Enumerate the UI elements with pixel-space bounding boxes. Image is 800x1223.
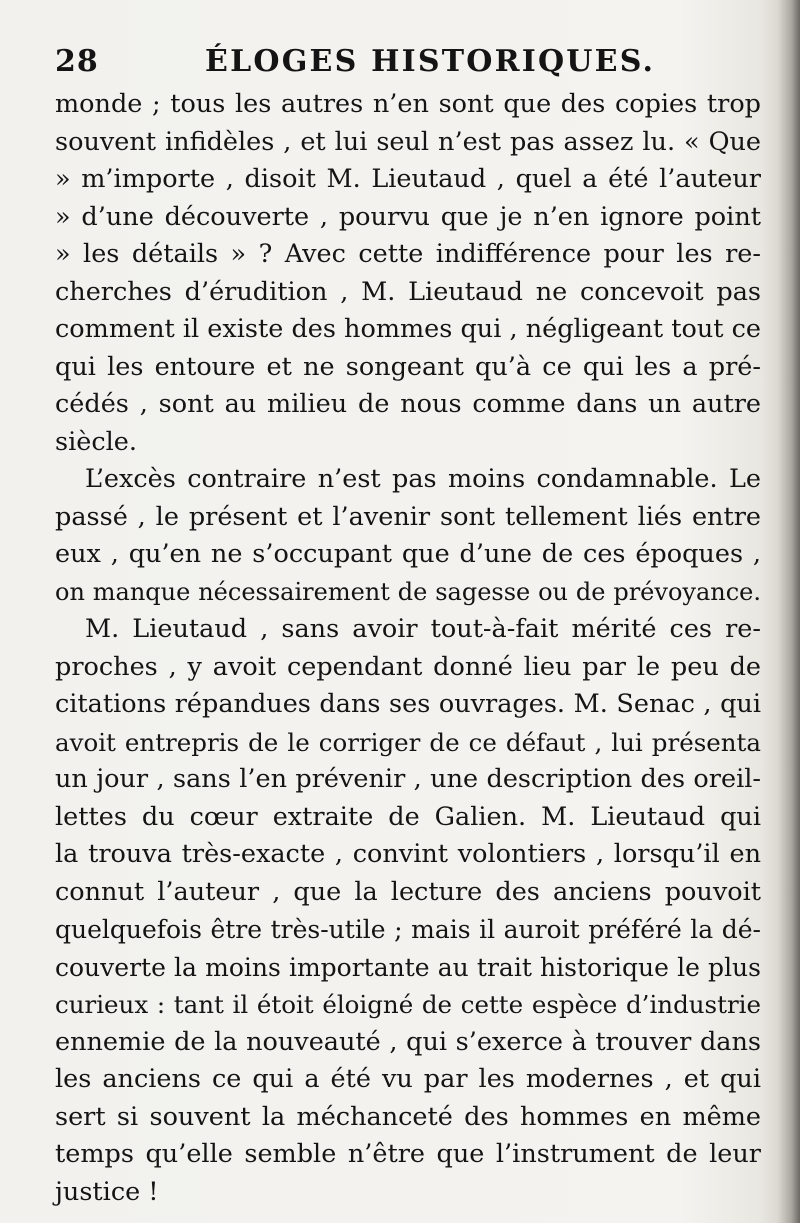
- text-line: les anciens ce qui a été vu par les modernes , et qui: [55, 1064, 761, 1094]
- text-line: un jour , sans l’en prévenir , une description des oreil-: [55, 764, 761, 794]
- text-line: cherches d’érudition , M. Lieutaud ne concevoit pas: [55, 276, 761, 307]
- paragraph: [55, 86, 761, 461]
- text-line: M. Lieutaud , sans avoir tout-à-fait mérité ces re-: [85, 614, 761, 644]
- text-line: curieux : tant il étoit éloigné de cette espèce d’industrie: [55, 990, 761, 1019]
- text-line: comment il existe des hommes qui , négligeant tout ce: [55, 314, 761, 344]
- text-line: cédés , sont au milieu de nous comme dans un autre: [55, 389, 761, 419]
- page-number: 28: [55, 44, 99, 79]
- text-line: on manque nécessairement de sagesse ou de prévoyance.: [55, 577, 761, 606]
- text-line: connut l’auteur , que la lecture des anciens pouvoit: [55, 876, 761, 907]
- text-line: quelquefois être très-utile ; mais il auroit préféré la dé-: [55, 915, 761, 944]
- paragraph: [55, 461, 761, 611]
- text-line: » m’importe , disoit M. Lieutaud , quel a été l’auteur: [55, 164, 761, 194]
- page-header: [55, 40, 761, 86]
- text-line: » les détails » ? Avec cette indifférence pour les re-: [55, 239, 761, 269]
- body-text: [55, 86, 761, 1211]
- text-line: eux , qu’en ne s’occupant que d’une de ces époques ,: [55, 539, 761, 569]
- text-line: avoit entrepris de le corriger de ce défaut , lui présenta: [55, 727, 761, 757]
- text-line: citations répandues dans ses ouvrages. M. Senac , qui: [55, 689, 761, 719]
- text-line: monde ; tous les autres n’en sont que des copies trop: [55, 89, 761, 119]
- text-line: siècle.: [55, 426, 137, 457]
- running-title: ÉLOGES HISTORIQUES.: [205, 44, 656, 79]
- text-line: passé , le présent et l’avenir sont tellement liés entre: [55, 501, 761, 532]
- text-line: proches , y avoit cependant donné lieu par le peu de: [55, 651, 761, 682]
- text-line: qui les entoure et ne songeant qu’à ce qui les a pré-: [55, 351, 761, 382]
- text-line: temps qu’elle semble n’être que l’instrument de leur: [55, 1139, 761, 1169]
- text-line: lettes du cœur extraite de Galien. M. Lieutaud qui: [55, 801, 761, 832]
- text-line: justice !: [55, 1176, 159, 1207]
- paragraph: [55, 611, 761, 1211]
- text-line: couverte la moins importante au trait historique le plus: [55, 952, 761, 982]
- text-line: ennemie de la nouveauté , qui s’exerce à trouver dans: [55, 1026, 761, 1057]
- text-line: L’excès contraire n’est pas moins condamnable. Le: [85, 464, 761, 494]
- page-edge-shadow: [778, 0, 800, 1223]
- text-line: sert si souvent la méchanceté des hommes en même: [55, 1101, 761, 1132]
- text-line: la trouva très-exacte , convint volontiers , lorsqu’il en: [55, 839, 761, 869]
- text-line: souvent infidèles , et lui seul n’est pas assez lu. « Que: [55, 126, 761, 157]
- text-line: » d’une découverte , pourvu que je n’en ignore point: [55, 201, 761, 232]
